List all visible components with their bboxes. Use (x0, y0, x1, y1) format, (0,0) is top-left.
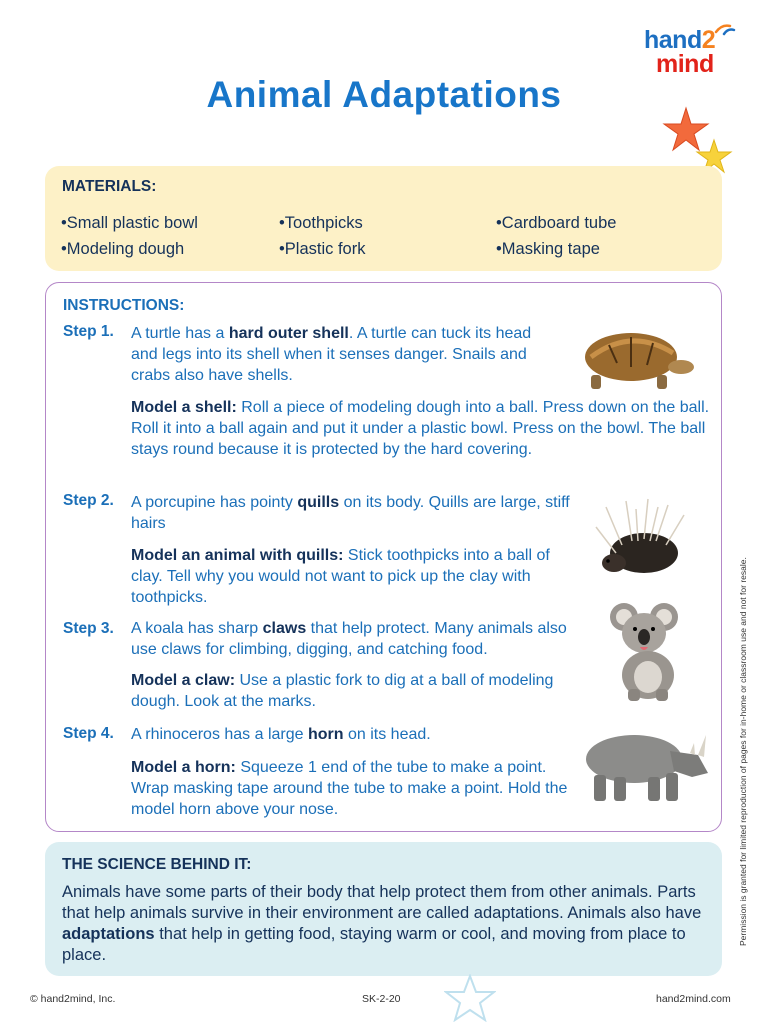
materials-list-col1 (61, 210, 198, 262)
materials-heading: MATERIALS: (62, 178, 157, 195)
step-3-text: A koala has sharp claws that help protect. Many animals also use claws for climbing, digging, and catching food. (131, 620, 567, 658)
material-item: • Plastic fork (279, 236, 365, 262)
hand2mind-logo (640, 22, 740, 78)
footer-star-icon (444, 974, 496, 1022)
materials-list-col3 (496, 210, 616, 262)
step-2-text: A porcupine has pointy quills on its body. Quills are large, stiff hairs (131, 494, 570, 532)
rhinoceros-photo (574, 721, 714, 805)
permission-note: Permission is granted for limited reproduction of pages for in-home or classroom use and not for resale. (738, 557, 748, 946)
logo-arc-icon (710, 22, 740, 48)
step-1-text: A turtle has a hard outer shell. A turtle can tuck its head and legs into its shell when it senses danger. Snails and crabs also have shells. (131, 325, 532, 384)
koala-photo (602, 597, 692, 703)
step-2-model-text: Model an animal with quills: Stick toothpicks into a ball of clay. Tell why you would not want to pick up the clay with toothpicks. (131, 547, 550, 606)
step-3-label: Step 3. (63, 620, 114, 637)
page-title: Animal Adaptations (206, 74, 562, 115)
logo-mind-text: mind (656, 50, 714, 78)
materials-list-col2 (279, 210, 365, 262)
step-1-label: Step 1. (63, 323, 114, 340)
footer-code: SK-2-20 (362, 993, 401, 1005)
instructions-heading: INSTRUCTIONS: (63, 297, 185, 314)
step-4-model-text: Model a horn: Squeeze 1 end of the tube to make a point. Wrap masking tape around the tube to make a point. Hold the model horn above your nose. (131, 759, 568, 818)
step-4-label: Step 4. (63, 725, 114, 742)
science-heading: THE SCIENCE BEHIND IT: (62, 856, 252, 873)
materials-panel (45, 166, 722, 271)
step-3-model-text: Model a claw: Use a plastic fork to dig at a ball of modeling dough. Look at the marks. (131, 672, 554, 710)
footer-copyright: © hand2mind, Inc. (30, 993, 116, 1005)
material-item: • Masking tape (496, 236, 616, 262)
science-panel (45, 842, 722, 976)
science-body: Animals have some parts of their body that help protect them from other animals. Parts that help animals survive in their environment are called adaptations. Animals also have adaptations that help in getting food, staying warm or cool, and moving from place to place. (62, 883, 702, 964)
porcupine-photo (592, 497, 688, 585)
material-item: • Small plastic bowl (61, 210, 198, 236)
logo-hand-text: hand2 (644, 26, 716, 54)
step-1-model-text: Model a shell: Roll a piece of modeling dough into a ball. Press down on the ball. Roll it into a ball again and put it under a plastic bowl. Press on the bowl. The ball stays round because it is protected by the hard covering. (131, 399, 710, 458)
step-2-label: Step 2. (63, 492, 114, 509)
turtle-photo (569, 323, 699, 397)
instructions-panel (45, 282, 722, 832)
footer-website[interactable]: hand2mind.com (656, 993, 731, 1005)
material-item: • Cardboard tube (496, 210, 616, 236)
material-item: • Toothpicks (279, 210, 365, 236)
material-item: • Modeling dough (61, 236, 198, 262)
step-4-text: A rhinoceros has a large horn on its head. (131, 726, 431, 743)
